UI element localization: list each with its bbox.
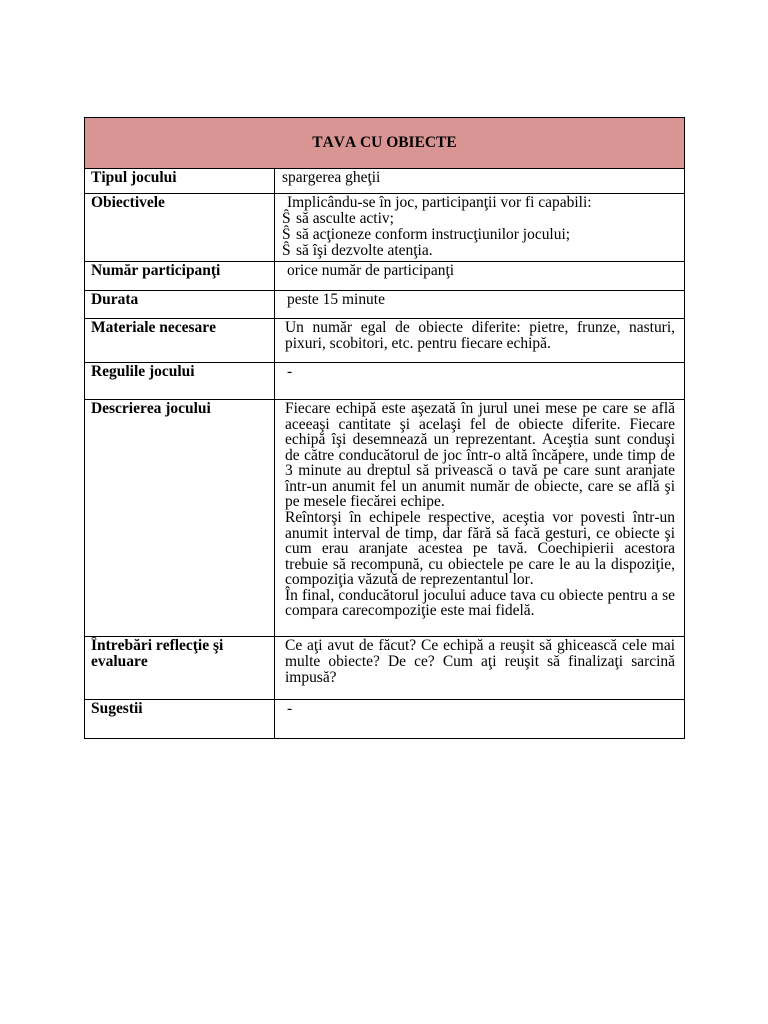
row-label: Descrierea jocului <box>91 400 211 417</box>
row-label: Regulile jocului <box>91 363 195 380</box>
description-paragraph: Reîntorşi în echipele respective, aceştia vor povesti într-un anumit interval de timp, dar fără să facă gesturi, ce obiecte şi cum erau aranjate acestea pe tavă. Coechipierii acestora trebuie să recompună, cu obiectele pe care le au la dispoziţie, compoziţia văzută de reprezentantul lor. <box>285 508 675 589</box>
bullet-icon: Ŝ <box>282 242 291 260</box>
value-cell <box>275 637 685 699</box>
row-regulile-jocului <box>85 363 685 400</box>
row-label: Întrebări reflecţie şi evaluare <box>91 637 224 670</box>
value-cell <box>275 400 685 636</box>
row-value: - <box>287 363 293 380</box>
label-cell <box>85 700 275 738</box>
bullet-icon: Ŝ <box>282 209 291 227</box>
objective-item <box>282 243 677 259</box>
row-label: Durata <box>91 291 139 308</box>
objective-item <box>282 211 677 227</box>
row-tipul-jocului <box>85 169 685 194</box>
row-materiale-necesare <box>85 319 685 363</box>
value-cell <box>275 319 685 362</box>
description-paragraph: În final, conducătorul jocului aduce tava cu obiecte pentru a se compara carecompoziţie este mai fidelă. <box>285 586 675 620</box>
game-sheet-table <box>84 117 685 739</box>
row-label: Tipul jocului <box>91 169 177 186</box>
objective-text: să asculte activ; <box>296 209 394 227</box>
row-value: Un număr egal de obiecte diferite: pietre, frunze, nasturi, pixuri, scobitori, etc. pentru fiecare echipă. <box>285 319 675 352</box>
label-cell <box>85 291 275 318</box>
row-numar-participanti <box>85 262 685 291</box>
label-cell <box>85 262 275 290</box>
row-label: Materiale necesare <box>91 319 216 336</box>
row-label: Sugestii <box>91 700 143 717</box>
value-cell <box>275 291 685 318</box>
value-cell <box>275 700 685 738</box>
title-row <box>85 118 685 169</box>
label-cell <box>85 194 275 261</box>
row-intrebari-reflectie <box>85 637 685 700</box>
label-cell <box>85 637 275 699</box>
objectives-intro: Implicându-se în joc, participanţii vor fi capabili: <box>287 194 592 211</box>
label-cell <box>85 400 275 636</box>
value-cell <box>275 194 685 261</box>
row-value: - <box>287 700 293 717</box>
row-obiectivele <box>85 194 685 262</box>
row-value: Ce aţi avut de făcut? Ce echipă a reuşit să ghicească cele mai multe obiecte? De ce? Cum aţi reuşit să finalizaţi sarcină impusă? <box>285 637 675 686</box>
row-label: Număr participanţi <box>91 262 221 279</box>
label-cell <box>85 319 275 362</box>
value-cell <box>275 262 685 290</box>
bullet-icon: Ŝ <box>282 225 291 243</box>
row-durata <box>85 291 685 319</box>
label-cell <box>85 363 275 399</box>
objective-text: să îşi dezvolte atenţia. <box>296 242 433 260</box>
value-cell <box>275 363 685 399</box>
objective-item <box>282 227 677 243</box>
row-value: peste 15 minute <box>287 291 385 308</box>
description-paragraph: Fiecare echipă este aşezată în jurul unei mese pe care se află aceeaşi cantitate şi acelaşi fel de obiecte diferite. Fiecare echipă îşi desemnează un reprezentant. Aceştia sunt conduşi de către conducătorul de joc într-o altă încăpere, unde timp de 3 minute au dreptul să privească o tavă pe care sunt aranjate într-un anumit fel un anumit număr de obiecte, care se află şi pe mesele fiecărei echipe. <box>285 400 675 511</box>
row-label: Obiectivele <box>91 194 165 211</box>
objective-text: să acţioneze conform instrucţiunilor jocului; <box>296 225 571 243</box>
label-cell <box>85 169 275 193</box>
table-title: TAVA CU OBIECTE <box>312 134 457 152</box>
row-value: spargerea gheţii <box>282 169 381 186</box>
value-cell <box>275 169 685 193</box>
row-sugestii <box>85 700 685 739</box>
row-value: orice număr de participanţi <box>287 262 455 279</box>
row-descrierea-jocului <box>85 400 685 637</box>
